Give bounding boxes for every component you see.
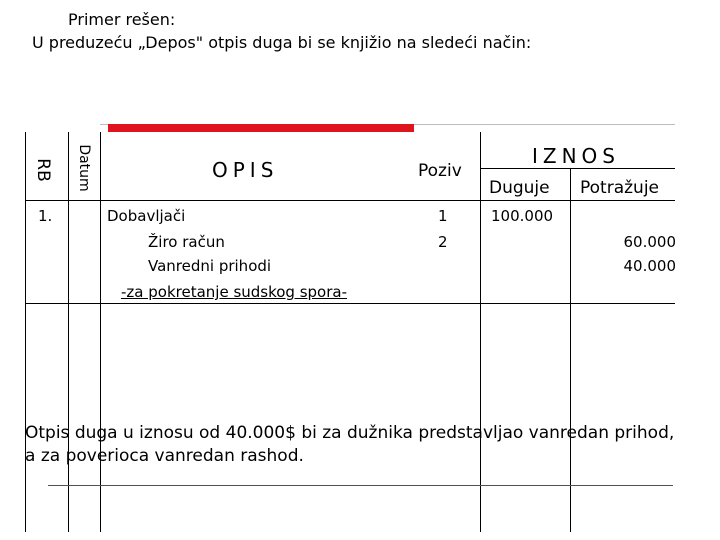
iznos-header-line xyxy=(480,168,675,169)
header-datum: Datum xyxy=(76,144,92,192)
red-accent-bar xyxy=(108,124,414,132)
header-rb: RB xyxy=(33,158,53,182)
header-poziv: Poziv xyxy=(418,161,462,181)
opis-line-2: Žiro račun xyxy=(148,233,225,251)
poziv-line-1: 1 xyxy=(438,207,448,225)
table-divider-amounts xyxy=(570,168,571,532)
opis-line-1: Dobavljači xyxy=(107,207,186,225)
table-divider-datum xyxy=(100,132,101,532)
duguje-line-1: 100.000 xyxy=(491,207,554,225)
header-opis: OPIS xyxy=(212,158,279,182)
table-divider-poziv xyxy=(480,132,481,532)
header-duguje: Duguje xyxy=(489,178,550,198)
opis-line-4: -za pokretanje sudskog spora- xyxy=(121,283,348,301)
header-potrazuje: Potražuje xyxy=(580,178,659,198)
potrazuje-line-2: 60.000 xyxy=(623,233,676,251)
header-bottom-line xyxy=(25,200,675,201)
header-iznos: IZNOS xyxy=(532,144,620,168)
slide-title: U preduzeću „Depos" otpis duga bi se knjižio na sledeći način: xyxy=(32,33,532,52)
row-rb: 1. xyxy=(38,207,53,225)
opis-line-3: Vanredni prihodi xyxy=(148,257,272,275)
row-bottom-line xyxy=(25,303,675,304)
bottom-red-rule xyxy=(48,485,673,486)
slide-subtitle: Primer rešen: xyxy=(68,10,176,29)
table-divider-rb xyxy=(68,132,69,532)
poziv-line-2: 2 xyxy=(438,233,448,251)
explanation-note: Otpis duga u iznosu od 40.000$ bi za dužnika predstavljao vanredan prihod, a za poverioca vanredan rashod. xyxy=(25,423,675,466)
table-border-left xyxy=(25,132,26,532)
potrazuje-line-3: 40.000 xyxy=(623,257,676,275)
